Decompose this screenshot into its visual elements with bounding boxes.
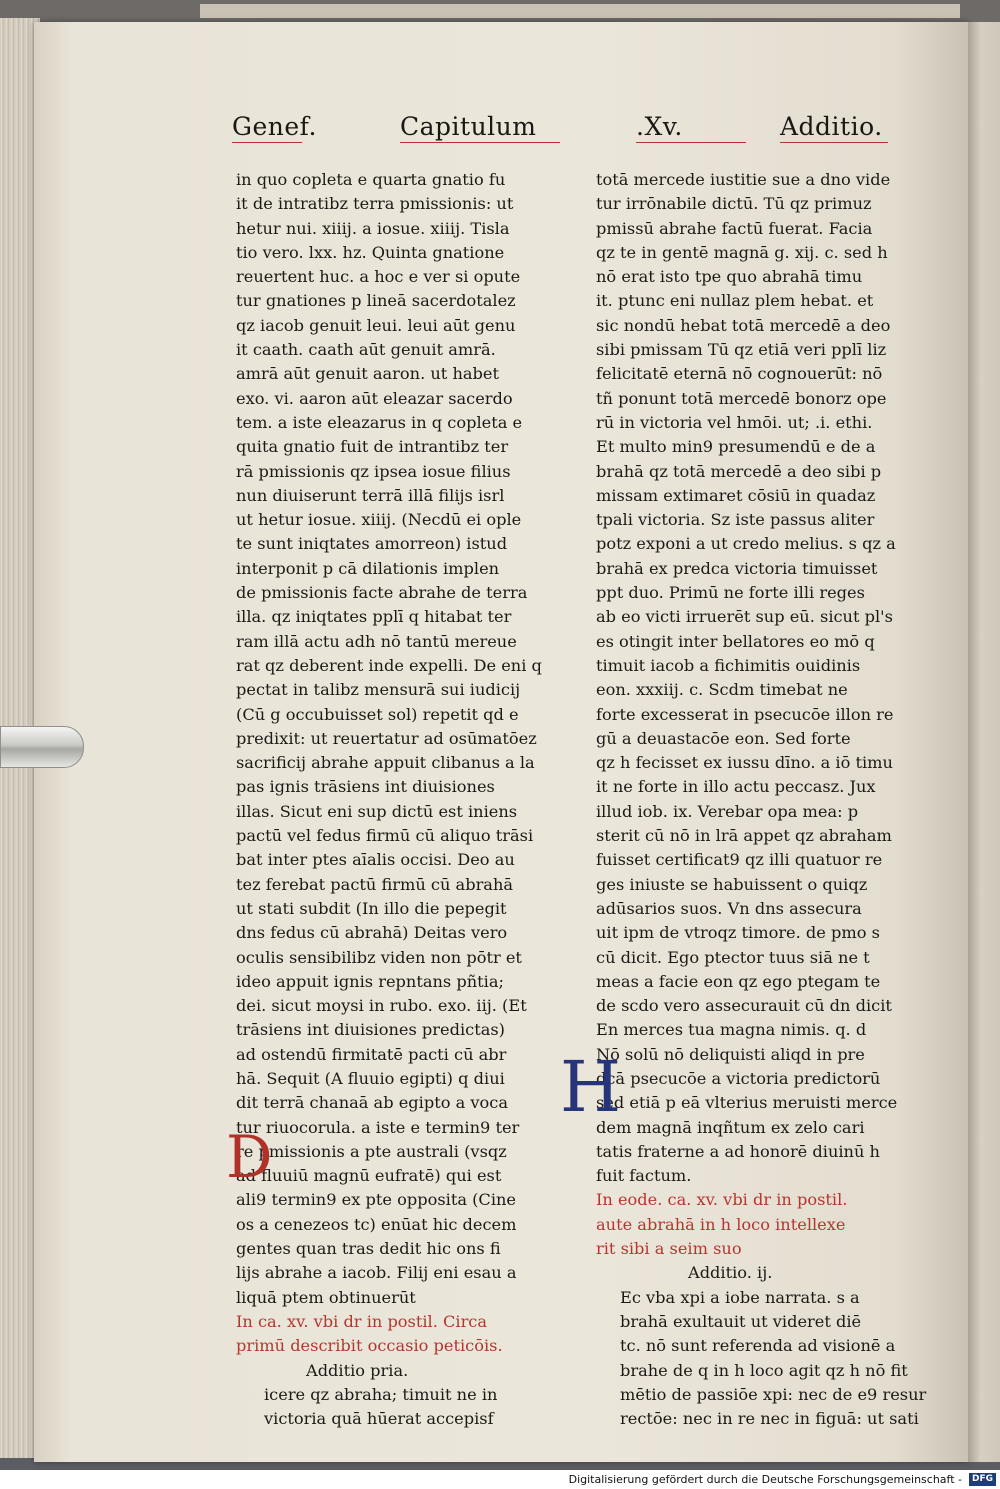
text-line: pectat in talibz mensurā sui iudicij: [236, 680, 521, 700]
text-line: in quo copleta e quarta gnatio fu: [236, 170, 506, 189]
text-line: totā mercede iustitie sue a dno vide: [596, 170, 891, 189]
text-line: es otingit inter bellatores eo mō q: [596, 631, 875, 651]
text-line: nun diuiserunt terrā illā filijs isrl: [236, 485, 505, 505]
text-line: pas ignis trāsiens int diuisiones: [236, 777, 495, 797]
text-line: interponit p cā dilationis implen: [236, 558, 500, 578]
text-line: adūsarios suos. Vn dns assecura: [596, 898, 862, 918]
text-line: forte excesserat in psecucōe illon re: [596, 704, 894, 724]
text-line: sic nondū hebat totā mercedē a deo: [596, 315, 891, 335]
text-line: eon. xxxiij. c. Scdm timebat ne: [596, 680, 848, 700]
text-line: ali9 termin9 ex pte opposita (Cine: [236, 1190, 517, 1210]
text-line: missam extimaret cōsiū in quadaz: [596, 485, 876, 505]
text-line: hā. Sequit (A fluuio egipti) q diui: [236, 1068, 505, 1088]
text-line: ges iniuste se habuissent o quiqz: [596, 874, 868, 894]
text-line: tñ ponunt totā mercedē bonorz ope: [596, 388, 887, 408]
red-rule: [780, 142, 888, 143]
text-line: rū in victoria vel hmōi. ut; .i. ethi.: [596, 412, 873, 432]
page-clip: [0, 726, 84, 768]
text-line: bat inter ptes aīalis occisi. Deo au: [236, 850, 515, 870]
blue-initial: H: [560, 1046, 622, 1128]
text-line: ideo appuit ignis repntans pñtia;: [236, 971, 504, 991]
running-head-additio: Additio.: [780, 112, 883, 141]
addition-line: victoria quā hūerat accepisf: [264, 1409, 494, 1429]
red-rule: [400, 142, 560, 143]
text-line: Et multo min9 presumendū e de a: [596, 437, 876, 457]
text-line: it caath. caath aūt genuit amrā.: [236, 340, 496, 360]
red-rule: [232, 142, 302, 143]
left-column: [236, 168, 542, 1431]
text-line: fuit factum.: [596, 1166, 692, 1186]
addition-line: mētio de passiōe xpi: nec de e9 resur: [620, 1384, 927, 1404]
text-line: dcā psecucōe a victoria predictorū: [596, 1068, 881, 1088]
rubric-line: primū describit occasio peticōis.: [236, 1336, 503, 1356]
text-line: os a cenezeos tc) enūat hic decem: [236, 1214, 517, 1234]
text-line: re pmissionis a pte australi (vsqz: [236, 1141, 507, 1161]
text-line: amrā aūt genuit aaron. ut habet: [236, 364, 499, 384]
rubric-line: aute abrahā in h loco intellexe: [596, 1214, 846, 1234]
dfg-logo: DFG: [969, 1473, 996, 1486]
text-line: (Cū g occubuisset sol) repetit qd e: [236, 704, 519, 724]
footer-bar: [0, 1470, 1000, 1489]
footer-credit: Digitalisierung gefördert durch die Deutsche Forschungsgemeinschaft -: [568, 1473, 962, 1486]
book-top-edge: [0, 0, 1000, 22]
text-line: de pmissionis facte abrahe de terra: [236, 583, 528, 603]
text-line: de scdo vero assecurauit cū dn dicit: [596, 996, 892, 1016]
text-line: te sunt iniqtates amorreon) istud: [236, 534, 508, 554]
text-line: ut stati subdit (In illo die pepegit: [236, 898, 507, 918]
text-line: qz h fecisset ex iussu dīno. a iō timu: [596, 753, 893, 773]
rubric-line: rit sibi a seim suo: [596, 1239, 742, 1259]
text-line: Nō solū nō deliquisti aliqd in pre: [596, 1044, 865, 1064]
text-line: brahā qz totā mercedē a deo sibi p: [596, 461, 882, 481]
text-line: rā pmissionis qz ipsea iosue filius: [236, 461, 511, 481]
text-line: sacrificij abrahe appuit clibanus a la: [236, 753, 535, 773]
page-edge-right: [968, 22, 1000, 1462]
text-line: nō erat isto tpe quo abrahā timu: [596, 267, 863, 287]
text-line: dns fedus cū abrahā) Deitas vero: [236, 923, 508, 943]
text-line: illa. qz iniqtates pplī q hitabat ter: [236, 607, 512, 627]
text-line: hetur nui. xiiij. a iosue. xiiij. Tisla: [236, 218, 510, 238]
text-line: cū dicit. Ego ptector tuus siā ne t: [596, 947, 870, 967]
text-line: tem. a iste eleazarus in q copleta e: [236, 412, 523, 432]
text-line: rat qz deberent inde expelli. De eni q: [236, 655, 542, 675]
text-line: felicitatē eternā nō cognouerūt: nō: [596, 364, 883, 384]
text-line: qz te in gentē magnā g. xij. c. sed h: [596, 242, 888, 262]
text-line: sibi pmissam Tū qz etiā veri pplī liz: [596, 340, 887, 360]
text-line: illud iob. ix. Verebar opa mea: p: [596, 801, 859, 821]
text-line: sterit cū nō in lrā appet qz abraham: [596, 826, 892, 846]
text-line: ut hetur iosue. xiiij. (Necdū ei ople: [236, 510, 522, 530]
text-line: dit terrā chanaā ab egipto a voca: [236, 1093, 509, 1113]
text-line: it ne forte in illo actu peccasz. Jux: [596, 777, 876, 797]
text-line: timuit iacob a fichimitis ouidinis: [596, 655, 861, 675]
rubric-line: In ca. xv. vbi dr in postil. Circa: [236, 1311, 488, 1331]
red-rule: [636, 142, 746, 143]
addition-line: brahā exultauit ut videret diē: [620, 1311, 862, 1331]
text-line: qz iacob genuit leui. leui aūt genu: [236, 315, 516, 335]
text-line: sed etiā p eā vlterius meruisti merce: [596, 1093, 898, 1113]
right-column: [596, 168, 927, 1431]
text-line: ab eo victi irruerēt sup eū. sicut pl's: [596, 607, 893, 627]
text-line: tpali victoria. Sz iste passus aliter: [596, 510, 875, 530]
text-line: gentes quan tras dedit hic ons fi: [236, 1239, 501, 1259]
text-line: predixit: ut reuertatur ad osūmatōez: [236, 728, 537, 748]
text-line: En merces tua magna nimis. q. d: [596, 1020, 867, 1040]
running-head-book: Genef.: [232, 112, 317, 141]
red-initial: D: [226, 1123, 273, 1191]
text-line: meas a facie eon qz ego ptegam te: [596, 971, 881, 991]
text-line: trāsiens int diuisiones predictas): [236, 1020, 505, 1040]
text-line: illas. Sicut eni sup dictū est iniens: [236, 801, 518, 821]
text-line: tur irrōnabile dictū. Tū qz primuz: [596, 194, 872, 214]
text-line: tur riuocorula. a iste e termin9 ter: [236, 1117, 520, 1137]
rubric-line: In eode. ca. xv. vbi dr in postil.: [596, 1190, 848, 1210]
text-line: ppt duo. Primū ne forte illi reges: [596, 583, 865, 603]
text-line: pmissū abrahe factū fuerat. Facia: [596, 218, 873, 238]
running-head-capitulum: Capitulum: [400, 112, 537, 141]
text-line: gū a deuastacōe eon. Sed forte: [596, 728, 851, 748]
text-line: ad ostendū firmitatē pacti cū abr: [236, 1044, 507, 1064]
addition-line: Ec vba xpi a iobe narrata. s a: [620, 1287, 860, 1307]
text-line: potz exponi a ut credo melius. s qz a: [596, 534, 896, 554]
addition-title: Additio. ij.: [688, 1263, 773, 1283]
text-line: pactū vel fedus firmū cū aliquo trāsi: [236, 826, 534, 846]
text-line: dei. sicut moysi in rubo. exo. iij. (Et: [236, 996, 527, 1016]
text-line: tez ferebat pactū firmū cū abrahā: [236, 874, 514, 894]
addition-line: rectōe: nec in re nec in figuā: ut sati: [620, 1409, 919, 1429]
text-line: it de intratibz terra pmissionis: ut: [236, 194, 514, 214]
addition-line: brahe de q in h loco agit qz h nō fit: [620, 1360, 908, 1380]
text-line: oculis sensibilibz viden non pōtr et: [236, 947, 522, 967]
text-line: ram illā actu adh nō tantū mereue: [236, 631, 517, 651]
addition-line: icere qz abraha; timuit ne in: [264, 1384, 498, 1404]
text-line: it. ptunc eni nullaz plem hebat. et: [596, 291, 874, 311]
text-line: ad fluuiū magnū eufratē) qui est: [236, 1166, 502, 1186]
addition-title: Additio pria.: [306, 1360, 409, 1380]
text-line: dem magnā inqñtum ex zelo cari: [596, 1117, 865, 1137]
text-line: liquā ptem obtinuerūt: [236, 1287, 416, 1307]
text-line: uit ipm de vtroqz timore. de pmo s: [596, 923, 880, 943]
text-line: exo. vi. aaron aūt eleazar sacerdo: [236, 388, 513, 408]
running-head-chapter-number: .Xv.: [636, 112, 683, 141]
text-line: reuertent huc. a hoc e ver si opute: [236, 267, 521, 287]
text-line: brahā ex predca victoria timuisset: [596, 558, 878, 578]
text-line: fuisset certificat9 qz illi quatuor re: [596, 850, 883, 870]
text-line: quita gnatio fuit de intrantibz ter: [236, 437, 509, 457]
text-line: tur gnationes p lineā sacerdotalez: [236, 291, 516, 311]
text-line: lijs abrahe a iacob. Filij eni esau a: [236, 1263, 517, 1283]
text-line: tio vero. lxx. hz. Quinta gnatione: [236, 242, 505, 262]
addition-line: tc. nō sunt referenda ad visionē a: [620, 1336, 896, 1356]
text-line: tatis fraterne a ad honorē diuinū h: [596, 1141, 880, 1161]
